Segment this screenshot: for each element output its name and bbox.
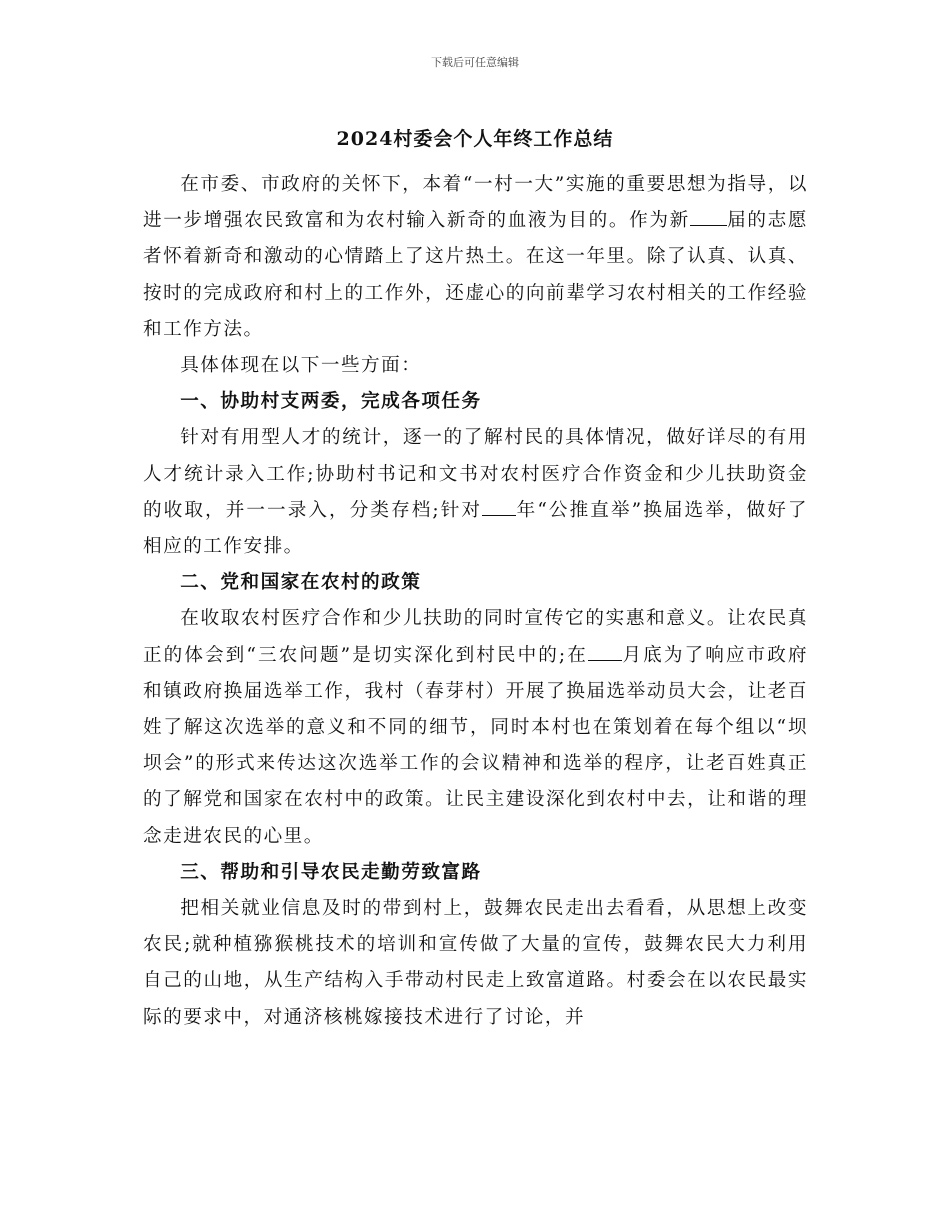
section-2-text-part-2: 月底为了响应市政府和镇政府换届选举工作，我村（春芽村）开展了换届选举动员大会，让老百姓了解这次选举的意义和不同的细节，同时本村也在策划着在每个组以“坝坝会”的形式来传达这次选举工作的会议精神和选举的程序，让老百姓真正的了解党和国家在农村中的政策。让民主建设深化到农村中去，让和谐的理念走进农民的心里。 <box>143 644 808 847</box>
fill-in-blank <box>482 498 516 516</box>
fill-in-blank <box>588 643 622 661</box>
section-2-heading: 二、党和国家在农村的政策 <box>180 572 422 594</box>
intro-text-part-2: 届的志愿者怀着新奇和激动的心情踏上了这片热土。在这一年里。除了认真、认真、按时的完成政府和村上的工作外，还虚心的向前辈学习农村相关的工作经验和工作方法。 <box>143 210 808 340</box>
aspects-intro-paragraph: 具体体现在以下一些方面： <box>180 355 422 377</box>
section-3-paragraph: 把相关就业信息及时的带到村上，鼓舞农民走出去看看，从思想上改变农民;就种植猕猴桃技术的培训和宣传做了大量的宣传，鼓舞农民大力利用自己的山地，从生产结构入手带动村民走上致富道路。村委会在以农民最实际的要求中，对通济核桃嫁接技术进行了讨论，并 <box>143 898 808 1028</box>
section-1-text-part-2: 年“公推直举”换届选举，做好了相应的工作安排。 <box>143 499 808 558</box>
fill-in-blank <box>690 208 727 226</box>
section-2-text-part-1: 在收取农村医疗合作和少儿扶助的同时宣传它的实惠和意义。让农民真正的体会到“三农问题”是切实深化到村民中的;在 <box>143 608 808 666</box>
header-note: 下载后可任意编辑 <box>431 56 519 69</box>
intro-paragraph <box>143 167 808 348</box>
document-body <box>143 167 808 1036</box>
section-1-paragraph <box>143 420 808 565</box>
document-title: 2024村委会个人年终工作总结 <box>336 128 614 150</box>
section-1-heading: 一、协助村支两委，完成各项任务 <box>180 391 482 413</box>
section-3-heading: 三、帮助和引导农民走勤劳致富路 <box>180 861 482 883</box>
intro-text-part-1: 在市委、市政府的关怀下，本着“一村一大”实施的重要思想为指导，以进一步增强农民致富和为农村输入新奇的血液为目的。作为新 <box>143 174 808 232</box>
section-2-paragraph <box>143 601 808 854</box>
section-1-text-part-1: 针对有用型人才的统计，逐一的了解村民的具体情况，做好详尽的有用人才统计录入工作;协助村书记和文书对农村医疗合作资金和少儿扶助资金的收取，并一一录入，分类存档;针对 <box>143 427 808 521</box>
